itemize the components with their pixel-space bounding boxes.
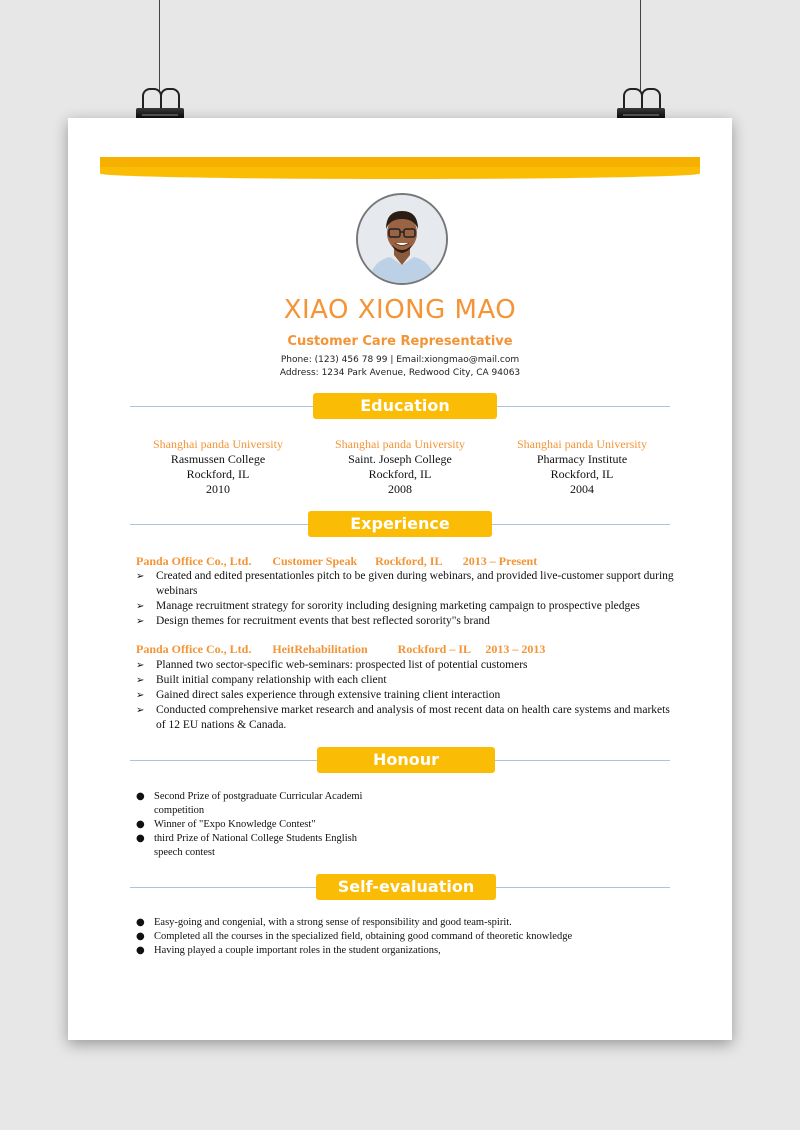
education-year: 2010 — [206, 482, 230, 496]
education-university: Shanghai panda University — [517, 437, 647, 451]
candidate-name: XIAO XIONG MAO — [283, 295, 517, 325]
list-item: ● third Prize of National College Students English speech contest — [136, 832, 376, 860]
section-title-education: Education — [313, 393, 497, 419]
list-item: ● Easy-going and congenial, with a strong sense of responsibility and good team-spirit. — [136, 916, 676, 930]
education-entry — [492, 437, 672, 497]
education-college: Pharmacy Institute — [536, 452, 628, 466]
experience-header: Panda Office Co., Ltd. HeitRehabilitation Rockford – IL 2013 – 2013 — [136, 642, 546, 656]
contact-line: Phone: (123) 456 78 99 | Email:xiongmao@mail.com — [280, 355, 520, 365]
education-year: 2004 — [570, 482, 594, 496]
header-accent-bar — [100, 157, 700, 179]
list-item: ➢ Built initial company relationship with each client — [136, 673, 676, 688]
hanging-wire-left — [159, 0, 160, 92]
list-item: ➢ Planned two sector-specific web-seminars: prospected list of potential customers — [136, 658, 676, 673]
education-college: Saint. Joseph College — [348, 452, 452, 466]
education-entry — [310, 437, 490, 497]
experience-header: Panda Office Co., Ltd. Customer Speak Rockford, IL 2013 – Present — [136, 554, 538, 568]
section-title-experience: Experience — [308, 511, 492, 537]
education-university: Shanghai panda University — [335, 437, 465, 451]
education-city: Rockford, IL — [186, 467, 250, 481]
honour-list — [136, 790, 376, 860]
list-item: ➢ Manage recruitment strategy for sorority including designing marketing campaign to prospective pledges — [136, 599, 676, 614]
education-university: Shanghai panda University — [153, 437, 283, 451]
list-item: ➢ Design themes for recruitment events that best reflected sorority"s brand — [136, 614, 676, 629]
profile-photo — [358, 195, 446, 283]
education-entry — [128, 437, 308, 497]
section-title-self-evaluation: Self-evaluation — [316, 874, 496, 900]
education-city: Rockford, IL — [550, 467, 614, 481]
list-item: ● Second Prize of postgraduate Curricular Academi competition — [136, 790, 376, 818]
list-item: ● Completed all the courses in the specialized field, obtaining good command of theoretic knowledge — [136, 930, 676, 944]
hanging-wire-right — [640, 0, 641, 92]
experience-bullets — [136, 569, 676, 629]
list-item: ➢ Conducted comprehensive market research and analysis of most recent data on health care systems and markets of 12 EU nations & Canada. — [136, 703, 676, 733]
list-item: ➢ Created and edited presentationles pitch to be given during webinars, and provided live-customer support during webinars — [136, 569, 676, 599]
education-year: 2008 — [388, 482, 412, 496]
self-evaluation-list — [136, 916, 676, 958]
list-item: ➢ Gained direct sales experience through extensive training client interaction — [136, 688, 676, 703]
list-item: ● Winner of "Expo Knowledge Contest" — [136, 818, 376, 832]
job-title: Customer Care Representative — [287, 334, 513, 349]
address-line: Address: 1234 Park Avenue, Redwood City, CA 94063 — [279, 368, 521, 378]
list-item: ● Having played a couple important roles in the student organizations, — [136, 944, 676, 958]
avatar — [356, 193, 448, 285]
experience-bullets — [136, 658, 676, 733]
education-city: Rockford, IL — [368, 467, 432, 481]
section-title-honour: Honour — [317, 747, 495, 773]
education-college: Rasmussen College — [170, 452, 266, 466]
